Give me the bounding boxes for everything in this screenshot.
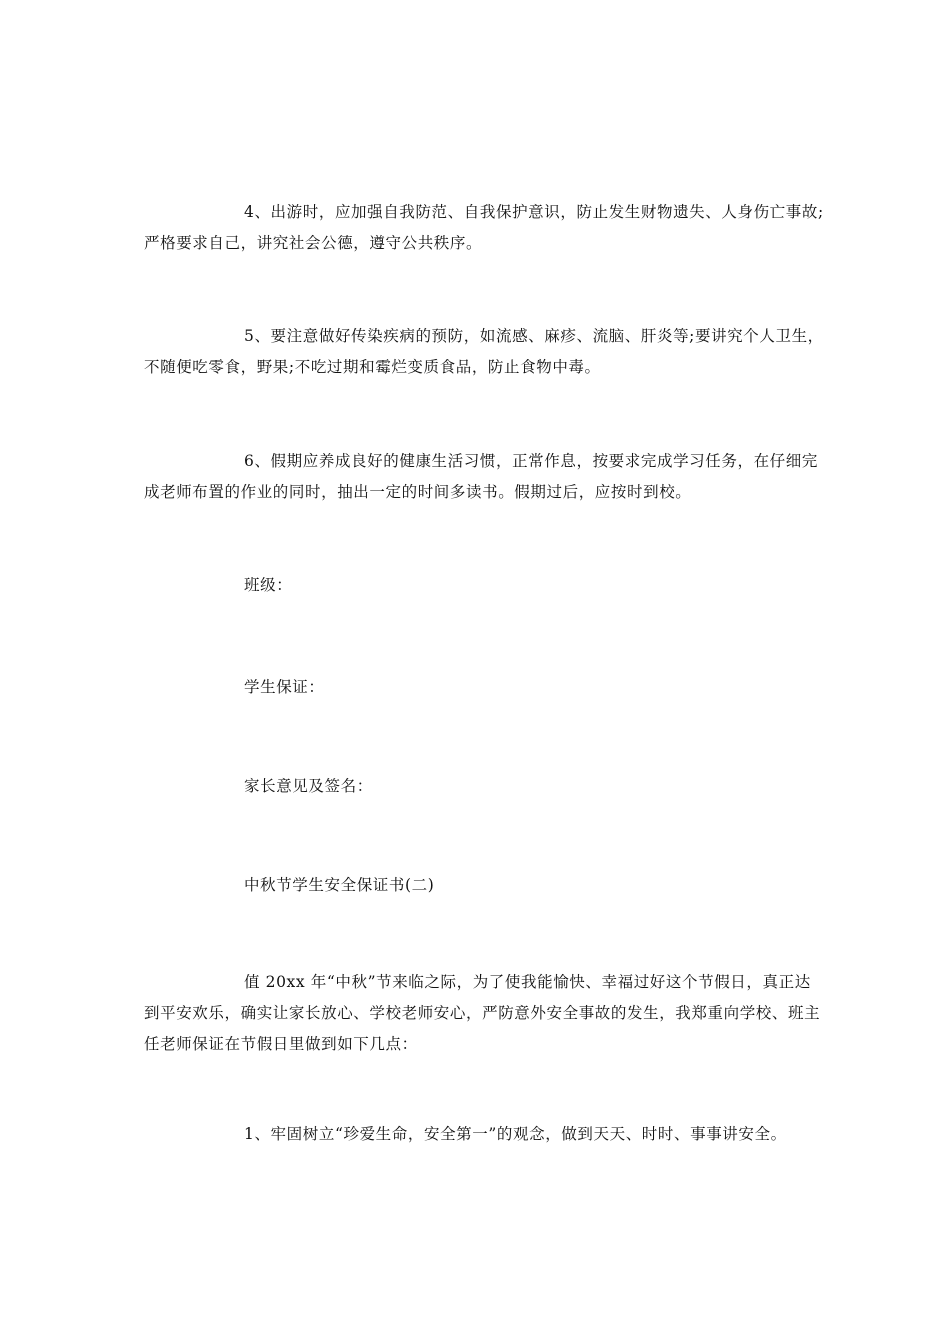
paragraph-item-4: 4、出游时，应加强自我防范、自我保护意识，防止发生财物遗失、人身伤亡事故;严格要求自己，讲究社会公德，遵守公共秩序。 [144,203,824,252]
paragraph-item-6: 6、假期应养成良好的健康生活习惯，正常作息，按要求完成学习任务，在仔细完成老师布置的作业的同时，抽出一定的时间多读书。假期过后，应按时到校。 [144,452,818,501]
class-label: 班级： [244,576,293,594]
section-title: 中秋节学生安全保证书(二) [244,876,435,894]
intro-paragraph: 值 20xx 年“中秋”节来临之际，为了使我能愉快、幸福过好这个节假日，真正达到平安欢乐，确实让家长放心、学校老师安心，严防意外安全事故的发生，我郑重向学校、班主任老师保证在节假日里做到如下几点： [144,973,821,1053]
student-guarantee-label: 学生保证： [244,678,325,696]
paragraph-item-5: 5、要注意做好传染疾病的预防，如流感、麻疹、流脑、肝炎等;要讲究个人卫生，不随便吃零食，野果;不吃过期和霉烂变质食品，防止食物中毒。 [144,327,824,376]
paragraph-item-1: 1、牢固树立“珍爱生命，安全第一”的观念，做到天天、时时、事事讲安全。 [244,1125,787,1143]
parent-signature-label: 家长意见及签名： [244,777,373,795]
